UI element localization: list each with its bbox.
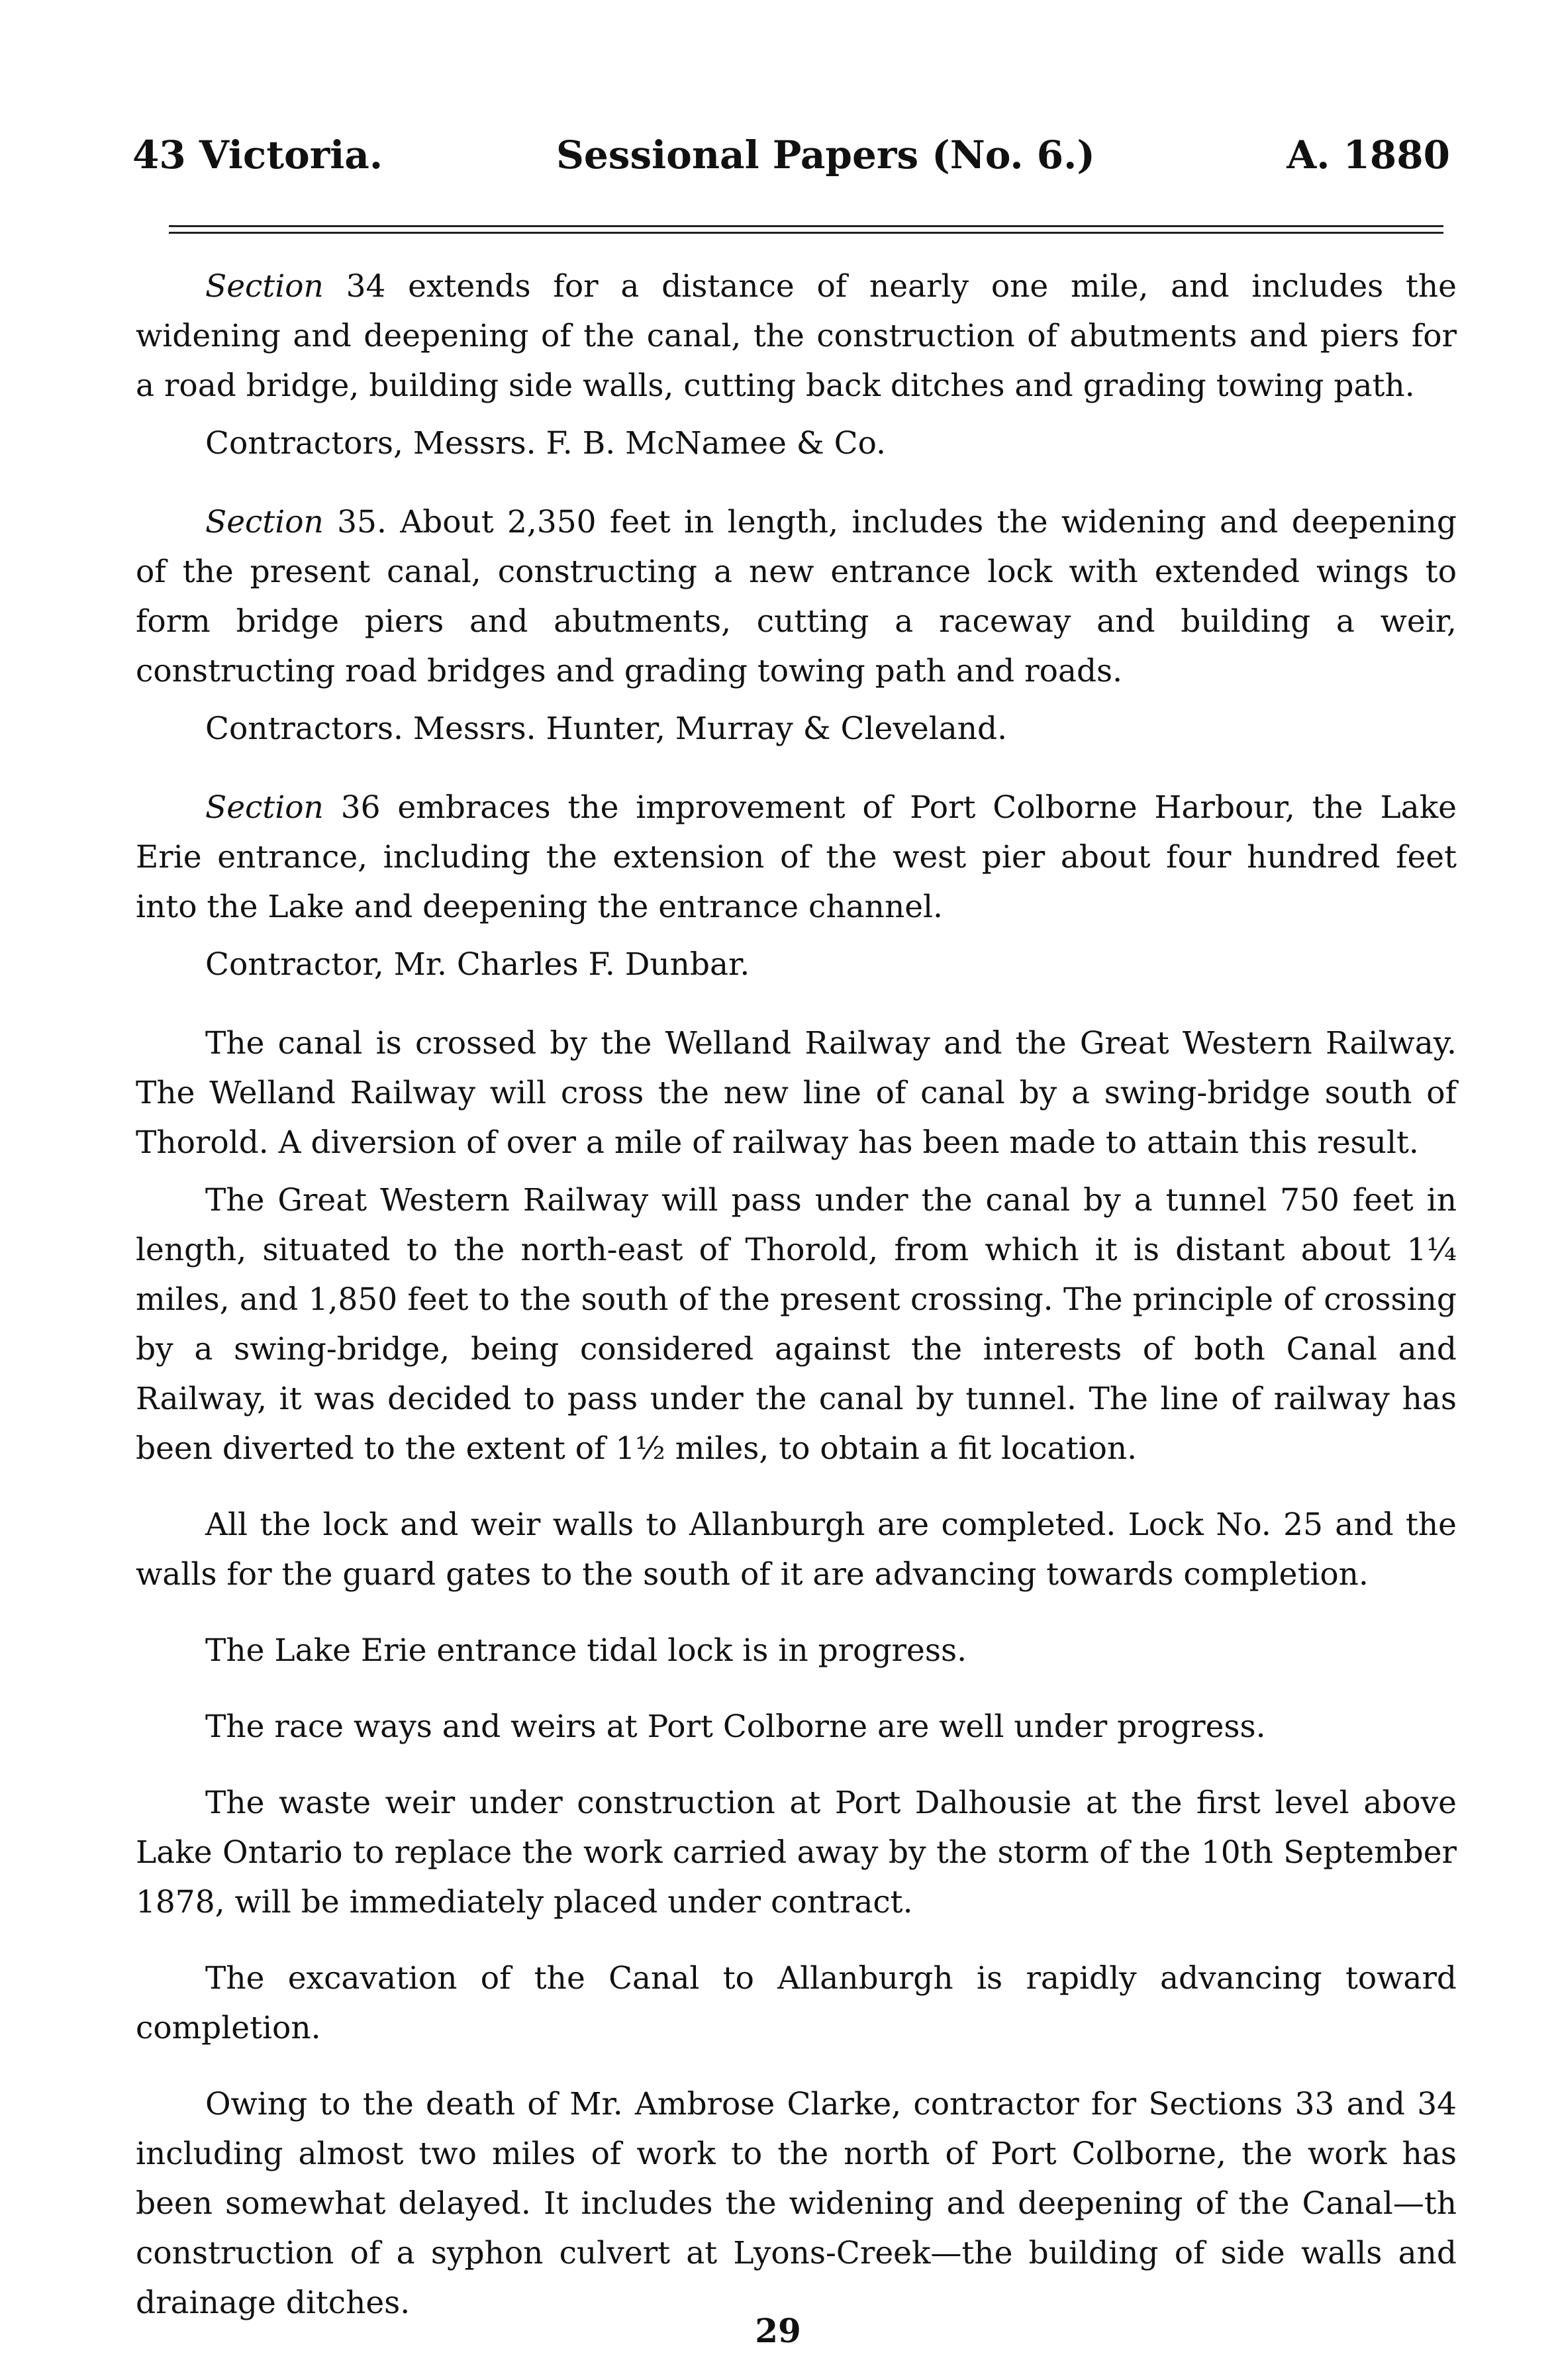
section-35-contractors: Contractors. Messrs. Hunter, Murray & Cleveland.	[205, 711, 1008, 747]
great-western-paragraph: The Great Western Railway will pass under the canal by a tunnel 750 feet in length, situated to the north-east of Thorold, from which it is distant about 1¼ miles, and 1,850 feet to the south of the present crossing. The principle of crossing by a swing-bridge, being considered against the interests of both Canal and Railway, it was decided to pass under the canal by tunnel. The line of railway has been diverted to the extent of 1½ miles, to obtain a fit location.	[136, 1182, 1457, 1467]
railway-crossing-paragraph: The canal is crossed by the Welland Railway and the Great Western Railway. The Welland Railway will cross the new line of canal by a swing-bridge south of Thorold. A diversion of over a mile of railway has been made to attain this result.	[136, 1025, 1457, 1161]
section-36-contractor: Contractor, Mr. Charles F. Dunbar.	[205, 946, 750, 983]
page-body	[136, 262, 1457, 2346]
section-36-label: Section	[205, 789, 324, 826]
locks-paragraph: All the lock and weir walls to Allanburgh are completed. Lock No. 25 and the walls for the guard gates to the south of it are advancing towards completion.	[136, 1507, 1457, 1593]
header-year: A. 1880	[1287, 132, 1450, 177]
section-36-paragraph	[136, 783, 1457, 932]
tidal-lock-paragraph: The Lake Erie entrance tidal lock is in progress.	[205, 1632, 967, 1669]
header-title: Sessional Papers (No. 6.)	[556, 132, 1095, 177]
clarke-paragraph: Owing to the death of Mr. Ambrose Clarke, contractor for Sections 33 and 34 including almost two miles of work to the north of Port Colborne, the work has been somewhat delayed. It includes the widening and deepening of the Canal—th construction of a syphon culvert at Lyons-Creek—the building of side walls and drainage ditches.	[136, 2086, 1457, 2321]
race-ways-paragraph: The race ways and weirs at Port Colborne are well under progress.	[205, 1709, 1266, 1745]
page-header	[132, 132, 1450, 185]
section-35-label: Section	[205, 504, 324, 540]
section-34-paragraph	[136, 262, 1457, 411]
section-34-label: Section	[205, 268, 324, 305]
header-rule-top	[169, 225, 1443, 227]
section-34-contractors: Contractors, Messrs. F. B. McNamee & Co.	[205, 425, 886, 462]
section-35-paragraph	[136, 497, 1457, 696]
section-36-text: 36 embraces the improvement of Port Colborne Harbour, the Lake Erie entrance, including the extension of the west pier about four hundred feet into the Lake and deepening the entrance channel.	[136, 789, 1457, 925]
header-volume: 43 Victoria.	[132, 132, 383, 177]
page-number: 29	[755, 2311, 801, 2350]
waste-weir-paragraph: The waste weir under construction at Port Dalhousie at the first level above Lake Ontario to replace the work carried away by the storm of the 10th September 1878, will be immediately placed under contract.	[136, 1785, 1457, 1920]
section-35-text: 35. About 2,350 feet in length, includes the widening and deepening of the present canal, constructing a new entrance lock with extended wings to form bridge piers and abutments, cutting a raceway and building a weir, constructing road bridges and grading towing path and roads.	[136, 504, 1457, 689]
header-rule-bottom	[169, 232, 1443, 234]
excavation-paragraph: The excavation of the Canal to Allanburgh is rapidly advancing toward completion.	[136, 1960, 1457, 2046]
section-34-text: 34 extends for a distance of nearly one mile, and includes the widening and deepening of the canal, the construction of abutments and piers for a road bridge, building side walls, cutting back ditches and grading towing path.	[136, 268, 1457, 404]
